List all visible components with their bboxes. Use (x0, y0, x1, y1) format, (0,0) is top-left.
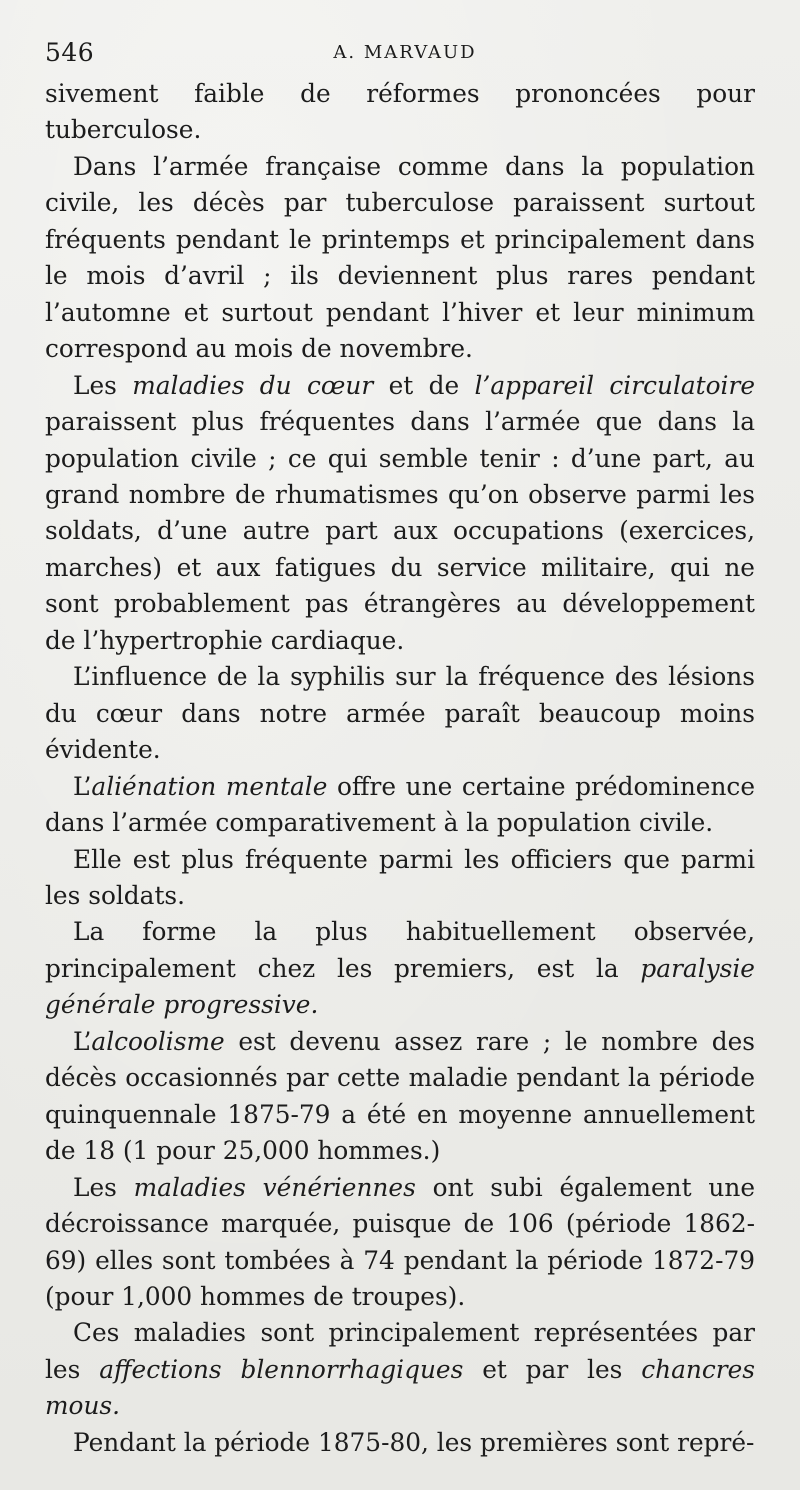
paragraph (45, 149, 755, 368)
text-run: paraissent plus fréquentes dans l’armée que dans la population civile ; ce qui semble tenir : d’une part, au grand nombre de rhumatismes qu’on observe parmi les soldats, d’une autre part aux occupations (exercices, marches) et aux fatigues du service militaire, qui ne sont probablement pas étrangères au développement de l’hypertrophie cardiaque. (45, 407, 755, 655)
running-head: A. MARVAUD (333, 42, 477, 63)
text-run: Les (73, 370, 133, 400)
text-run: La forme la plus habituellement observée, principalement chez les premiers, est la (45, 917, 755, 983)
paragraph (45, 1315, 755, 1424)
paragraph (45, 1170, 755, 1316)
italic-text: chancres mous. (45, 1354, 755, 1421)
italic-text: l’appareil circulatoire (474, 370, 756, 400)
paragraph (45, 659, 755, 768)
paragraph (45, 1024, 755, 1170)
text-run: Les (73, 1172, 134, 1202)
paragraph (45, 1425, 755, 1461)
paragraph (45, 368, 755, 660)
italic-text: paralysie générale progressive. (45, 953, 755, 1020)
italic-text: maladies vénériennes (133, 1172, 416, 1202)
text-run: Dans l’armée française comme dans la population civile, les décès par tuberculose paraissent surtout fréquents pendant le printemps et principalement dans le mois d’avril ; ils deviennent plus rares pendant l’automne et surtout pendant l’hiver et leur minimum correspond au mois de novembre. (45, 151, 755, 364)
italic-text: aliénation mentale (91, 771, 328, 801)
page-header (45, 38, 765, 74)
text-run: L’ (73, 1026, 92, 1056)
text-run: et de (373, 370, 475, 400)
italic-text: alcoolisme (91, 1026, 225, 1056)
paragraph (45, 842, 755, 915)
text-run: Pendant la période 1875-80, les premières sont repré- (73, 1427, 755, 1457)
text-run: est devenu assez rare ; le nombre des décès occasionnés par cette maladie pendant la période quinquennale 1875-79 a été en moyenne annuellement de 18 (1 pour 25,000 hommes.) (45, 1026, 755, 1166)
text-run: offre une certaine prédominence dans l’armée comparativement à la population civile. (45, 771, 755, 838)
page-number: 546 (45, 38, 95, 67)
body-text (45, 76, 755, 1461)
text-run: L’influence de la syphilis sur la fréquence des lésions du cœur dans notre armée paraît beaucoup moins évidente. (45, 662, 755, 765)
paragraph (45, 769, 755, 842)
paragraph (45, 914, 755, 1023)
text-run: ont subi également une décroissance marquée, puisque de 106 (période 1862-69) elles sont tombées à 74 pendant la période 1872-79 (pour 1,000 hommes de troupes). (45, 1172, 755, 1311)
text-run: sivement faible de réformes prononcées pour tuberculose. (45, 79, 755, 145)
text-run: et par les (463, 1354, 642, 1384)
italic-text: affections blennorrhagiques (99, 1354, 464, 1384)
paragraph (45, 76, 755, 149)
text-run: L’ (73, 771, 92, 801)
text-run: Ces maladies sont principalement représentées par les (45, 1318, 755, 1384)
text-run: Elle est plus fréquente parmi les officiers que parmi les soldats. (45, 844, 755, 910)
italic-text: maladies du cœur (132, 370, 374, 400)
